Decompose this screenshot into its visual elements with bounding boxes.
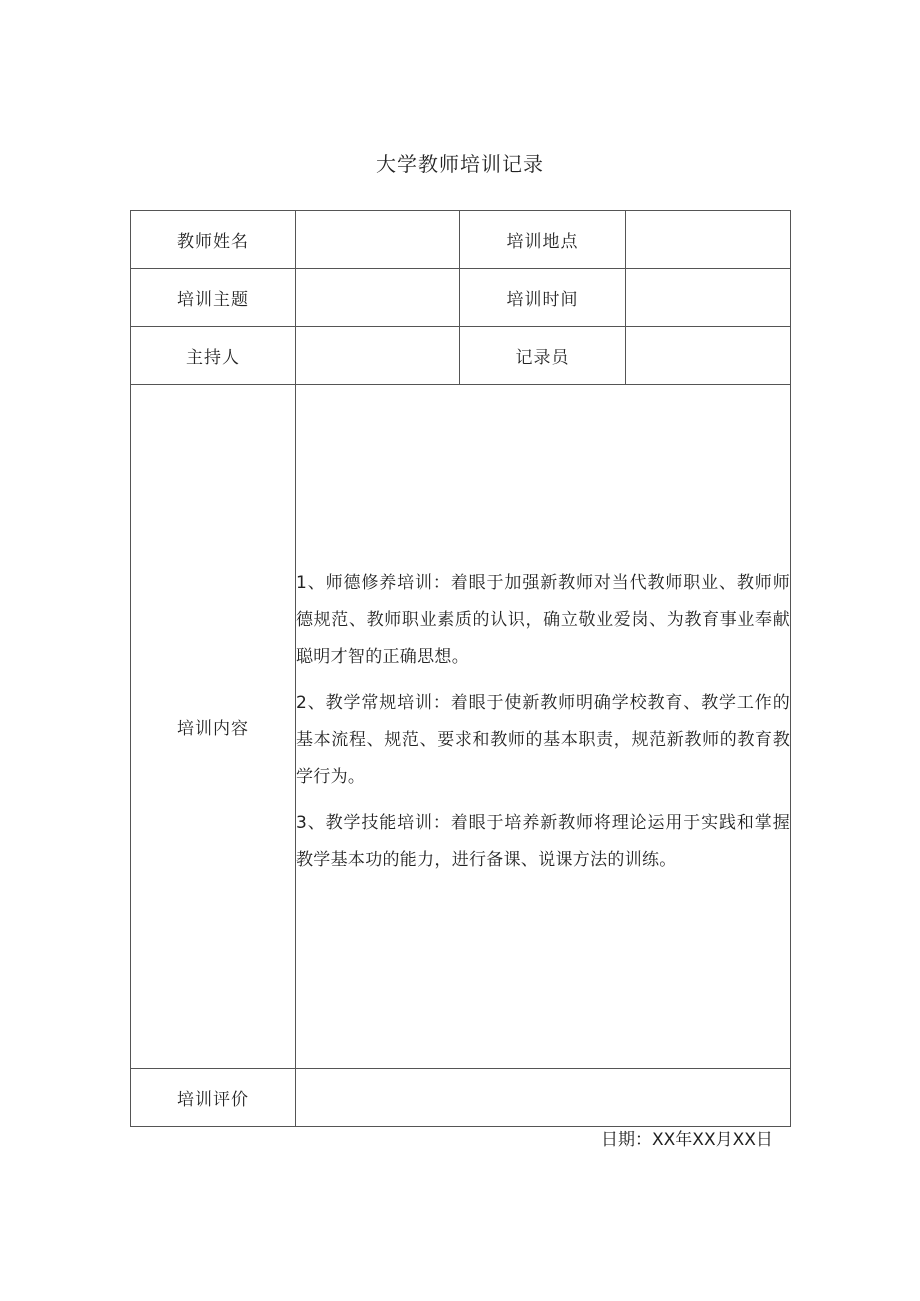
- recorder-field[interactable]: [626, 327, 791, 385]
- table-row: [131, 269, 791, 327]
- training-time-field[interactable]: [626, 269, 791, 327]
- teacher-name-field[interactable]: [296, 211, 460, 269]
- recorder-label: 记录员: [460, 327, 626, 385]
- table-row: [131, 385, 791, 1069]
- training-evaluation-label: 培训评价: [131, 1069, 296, 1127]
- training-location-field[interactable]: [626, 211, 791, 269]
- content-item-3: 3、教学技能培训：着眼于培养新教师将理论运用于实践和掌握教学基本功的能力，进行备课、说课方法的训练。: [296, 813, 790, 870]
- table-row: [131, 1069, 791, 1127]
- document-title: 大学教师培训记录: [376, 152, 544, 176]
- training-time-label: 培训时间: [460, 269, 626, 327]
- training-topic-label: 培训主题: [131, 269, 296, 327]
- host-field[interactable]: [296, 327, 460, 385]
- content-item-2: 2、教学常规培训：着眼于使新教师明确学校教育、教学工作的基本流程、规范、要求和教师的基本职责，规范新教师的教育教学行为。: [296, 693, 790, 787]
- training-content-field[interactable]: [296, 385, 791, 1069]
- content-item-1: 1、师德修养培训：着眼于加强新教师对当代教师职业、教师师德规范、教师职业素质的认识，确立敬业爱岗、为教育事业奉献聪明才智的正确思想。: [296, 573, 790, 667]
- training-evaluation-field[interactable]: [296, 1069, 791, 1127]
- date-line: 日期：XX年XX月XX日: [601, 1130, 773, 1150]
- training-location-label: 培训地点: [460, 211, 626, 269]
- training-record-table: [130, 210, 791, 1127]
- teacher-name-label: 教师姓名: [131, 211, 296, 269]
- table-row: [131, 211, 791, 269]
- host-label: 主持人: [131, 327, 296, 385]
- table-row: [131, 327, 791, 385]
- training-topic-field[interactable]: [296, 269, 460, 327]
- training-content-label: 培训内容: [131, 385, 296, 1069]
